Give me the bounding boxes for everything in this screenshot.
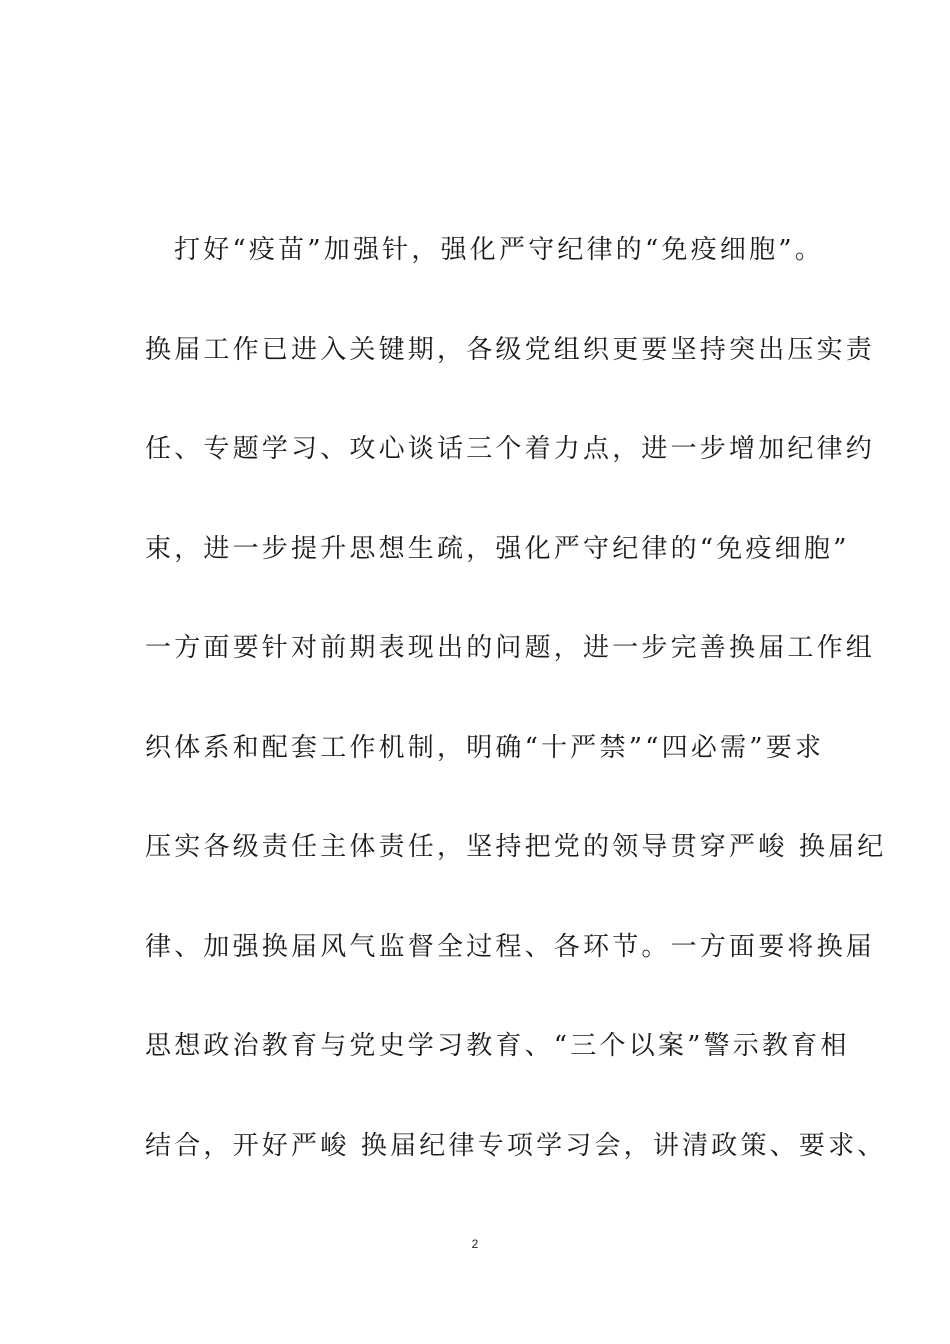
paragraph-line: 织体系和配套工作机制，明确“十严禁”“四必需”要求 [145, 733, 825, 763]
paragraph-line: 换届工作已进入关键期，各级党组织更要坚持突出压实责 [145, 335, 876, 365]
paragraph-line: 思想政治教育与党史学习教育、“三个以案”警示教育相 [145, 1031, 850, 1061]
paragraph-line: 任、专题学习、攻心谈话三个着力点，进一步增加纪律约 [145, 434, 876, 464]
paragraph-line: 压实各级责任主体责任，坚持把党的领导贯穿严峻 换届纪 [145, 832, 887, 862]
page-number: 2 [471, 1237, 479, 1251]
paragraph-line: 束，进一步提升思想生疏，强化严守纪律的“免疫细胞” [145, 534, 850, 564]
paragraph-line: 一方面要针对前期表现出的问题，进一步完善换届工作组 [145, 633, 876, 663]
paragraph-line: 结合，开好严峻 换届纪律专项学习会，讲清政策、要求、 [145, 1131, 887, 1161]
paragraph-line: 律、加强换届风气监督全过程、各环节。一方面要将换届 [145, 932, 876, 962]
paragraph-line: 打好“疫苗”加强针，强化严守纪律的“免疫细胞”。 [174, 235, 824, 265]
